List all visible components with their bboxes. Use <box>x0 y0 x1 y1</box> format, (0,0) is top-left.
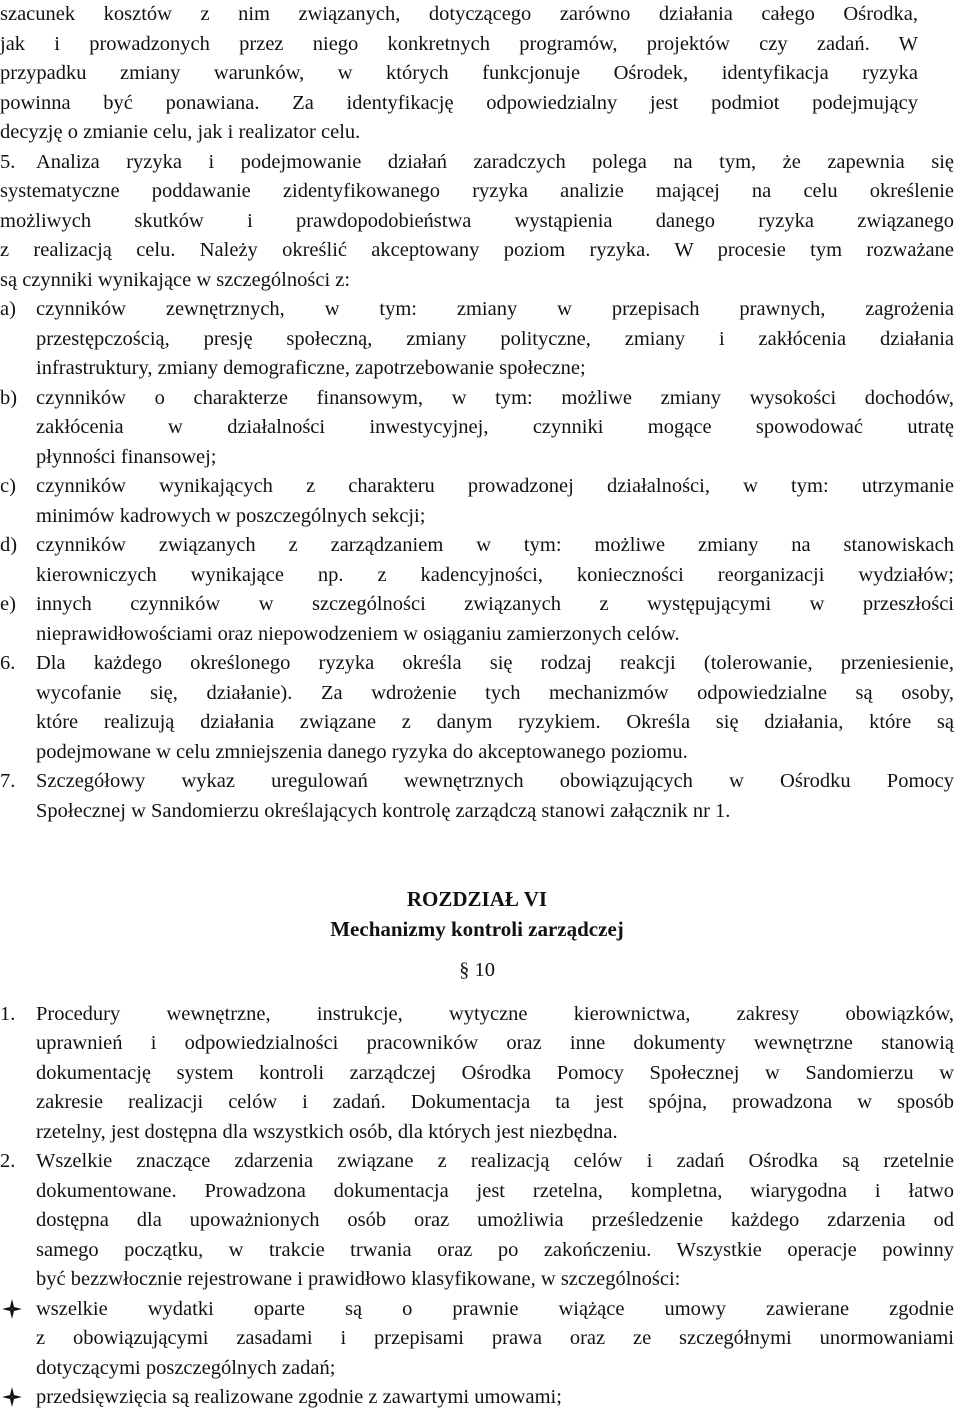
text-line: dokumentację system kontroli zarządczej Ośrodka Pomocy Społecznej w Sandomierzu w <box>36 1061 954 1084</box>
text-line: Społecznej w Sandomierzu określających kontrolę zarządczą stanowi załącznik nr 1. <box>36 799 731 822</box>
text-line: czynników zewnętrznych, w tym: zmiany w przepisach prawnych, zagrożenia <box>36 298 954 320</box>
text-line: dokumentowane. Prowadzona dokumentacja jest rzetelna, kompletna, wiarygodna i łatwo <box>36 1179 954 1202</box>
text-line: z realizacją celu. Należy określić akceptowany poziom ryzyka. W procesie tym rozważane <box>0 239 954 261</box>
list-item-6 <box>0 649 954 767</box>
text-line: infrastruktury, zmiany demograficzne, zapotrzebowanie społeczne; <box>36 357 586 379</box>
diamond-bullet-icon <box>0 1385 24 1409</box>
list-item-7 <box>0 767 954 826</box>
text-line: możliwych skutków i prawdopodobieństwa wystąpienia danego ryzyka związanego <box>0 209 954 232</box>
sub-letter: e) <box>0 593 16 615</box>
text-line: być bezzwłocznie rejestrowane i prawidłowo klasyfikowane, w szczególności: <box>36 1268 681 1290</box>
text-line: które realizują działania związane z danym ryzykiem. Określa się działania, które są <box>36 711 954 733</box>
text-line: czynników związanych z zarządzaniem w tym: możliwe zmiany na stanowiskach <box>36 534 954 556</box>
text-line: czynników wynikających z charakteru prowadzonej działalności, w tym: utrzymanie <box>36 475 954 497</box>
sub-item-c <box>0 472 954 531</box>
text-line: jak i prowadzonych przez niego konkretnych programów, projektów czy zadań. W <box>0 32 918 55</box>
sub-letter: d) <box>0 534 18 556</box>
bullet-item <box>0 1295 954 1384</box>
text-line: minimów kadrowych w poszczególnych sekcji; <box>36 504 426 527</box>
list-item-5-body <box>0 177 954 295</box>
text-line: z obowiązującymi zasadami i przepisami prawa oraz ze szczegółnymi unormowaniami <box>36 1327 954 1349</box>
text-line: przedsięwzięcia są realizowane zgodnie z zawartymi umowami; <box>36 1386 562 1408</box>
chapter-number: ROZDZIAŁ VI <box>406 887 548 911</box>
item-number: 1. <box>0 1002 16 1025</box>
item-number: 5. <box>0 150 16 173</box>
text-line: przypadku zmiany warunków, w których funkcjonuje Ośrodek, identyfikacja ryzyka <box>0 62 918 84</box>
sub-item-e <box>0 590 954 649</box>
text-line: rzetelny, jest dostępna dla wszystkich osób, dla których jest niezbędna. <box>36 1120 618 1143</box>
diamond-bullet-icon <box>0 1297 24 1321</box>
text-line: Szczegółowy wykaz uregulowań wewnętrznych obowiązujących w Ośrodku Pomocy <box>36 770 954 792</box>
text-line: zakresie realizacji celów i zadań. Dokumentacja ta jest spójna, prowadzona w sposób <box>36 1091 954 1113</box>
text-line: Wszelkie znaczące zdarzenia związane z realizacją celów i zadań Ośrodka są rzetelnie <box>36 1150 954 1172</box>
text-line: nieprawidłowościami oraz niepowodzeniem w osiąganiu zamierzonych celów. <box>36 622 680 645</box>
text-line: Dla każdego określonego ryzyka określa się rodzaj reakcji (tolerowanie, przeniesienie, <box>36 652 954 674</box>
text-line: zakłócenia w działalności inwestycyjnej, czynniki mogące spowodować utratę <box>36 416 954 438</box>
intro-paragraph <box>0 0 918 148</box>
list-item-5 <box>0 148 954 178</box>
item-number: 6. <box>0 652 16 674</box>
text-line: powinna być ponawiana. Za identyfikację odpowiedzialny jest podmiot podejmujący <box>0 91 918 114</box>
text-line: szacunek kosztów z nim związanych, dotyczącego zarówno działania całego Ośrodka, <box>0 3 918 25</box>
sub-letter: c) <box>0 475 16 497</box>
bullet-item <box>0 1383 954 1413</box>
text-line: kierowniczych wynikające np. z kadencyjności, konieczności reorganizacji wydziałów; <box>36 563 954 586</box>
sub-list <box>0 295 954 649</box>
text-line: systematyczne poddawanie zidentyfikowanego ryzyka analizie mającej na celu określenie <box>0 180 954 202</box>
sub-item-a <box>0 295 954 384</box>
sub-item-d <box>0 531 954 590</box>
list-item-1 <box>0 1000 954 1148</box>
text-line: uprawnień i odpowiedzialności pracowników oraz inne dokumenty wewnętrzne stanowią <box>36 1032 954 1054</box>
text-line: Procedury wewnętrzne, instrukcje, wytyczne kierownictwa, zakresy obowiązków, <box>36 1002 954 1025</box>
text-line: płynności finansowej; <box>36 445 217 468</box>
text-line: dostępna dla upoważnionych osób oraz umożliwia prześledzenie każdego zdarzenia od <box>36 1209 954 1231</box>
text-line: wycofanie się, działanie). Za wdrożenie tych mechanizmów odpowiedzialne są osoby, <box>36 681 954 704</box>
text-line: samego początku, w trakcie trwania oraz po zakończeniu. Wszystkie operacje powinny <box>36 1238 954 1261</box>
sub-item-b <box>0 384 954 473</box>
sub-letter: a) <box>0 298 16 320</box>
paragraph-symbol: § 10 <box>459 959 495 981</box>
text-line: dotyczącymi poszczególnych zadań; <box>36 1356 336 1379</box>
text-line: decyzję o zmianie celu, jak i realizator celu. <box>0 121 361 143</box>
chapter-title: Mechanizmy kontroli zarządczej <box>330 917 624 941</box>
text-line: czynników o charakterze finansowym, w tym: możliwe zmiany wysokości dochodów, <box>36 386 954 409</box>
list-item-2 <box>0 1147 954 1295</box>
text-line: Analiza ryzyka i podejmowanie działań zaradczych polega na tym, że zapewnia się <box>36 150 954 173</box>
sub-letter: b) <box>0 386 18 409</box>
item-number: 7. <box>0 770 16 792</box>
text-line: wszelkie wydatki oparte są o prawnie wiążące umowy zawierane zgodnie <box>36 1297 954 1320</box>
item-number: 2. <box>0 1150 16 1172</box>
text-line: podejmowane w celu zmniejszenia danego ryzyka do akceptowanego poziomu. <box>36 740 688 763</box>
text-line: innych czynników w szczególności związanych z występującymi w przeszłości <box>36 593 954 615</box>
text-line: przestępczością, presję społeczną, zmiany polityczne, zmiany i zakłócenia działania <box>36 327 954 350</box>
text-line: są czynniki wynikające w szczególności z: <box>0 268 351 291</box>
